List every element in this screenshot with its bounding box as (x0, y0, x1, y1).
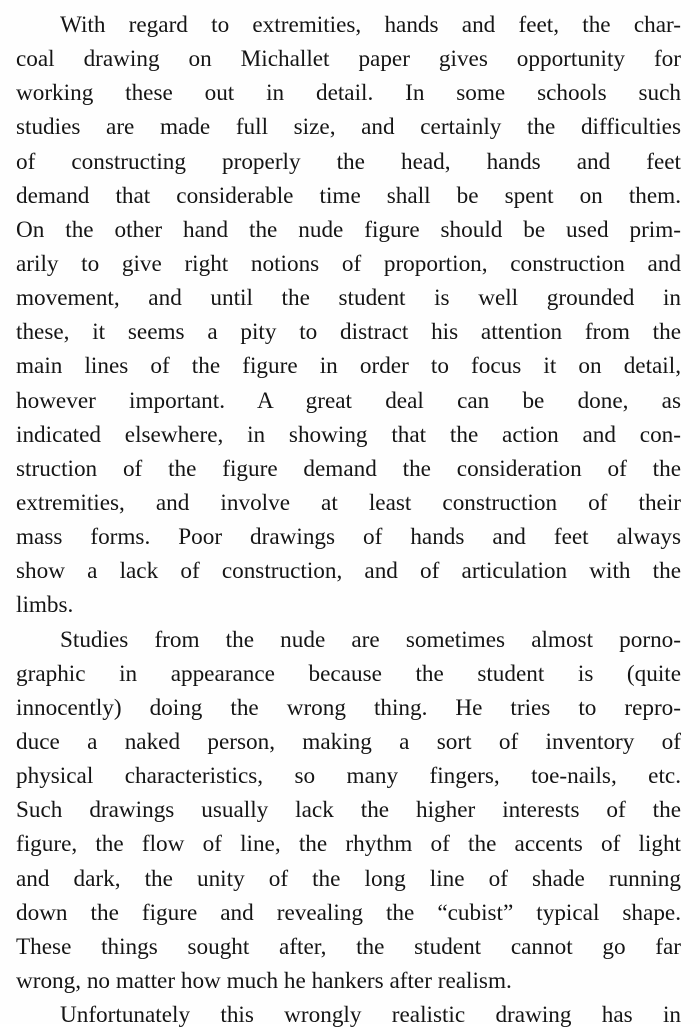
text-line: graphic in appearance because the student is (quite (16, 660, 681, 687)
text-line: innocently) doing the wrong thing. He tries to repro- (16, 694, 681, 721)
text-line: working these out in detail. In some schools such (16, 80, 681, 107)
text-line: and dark, the unity of the long line of shade running (16, 865, 681, 892)
text-line: Unfortunately this wrongly realistic drawing has in (60, 1002, 681, 1029)
text-line: however important. A great deal can be done, as (16, 387, 681, 414)
text-line: arily to give right notions of proportion, construction and (16, 250, 681, 277)
text-line: show a lack of construction, and of articulation with the (16, 558, 681, 585)
text-line: On the other hand the nude figure should be used prim- (16, 216, 681, 243)
text-line: figure, the flow of line, the rhythm of the accents of light (16, 831, 681, 858)
text-line: demand that considerable time shall be spent on them. (16, 182, 681, 209)
text-line: duce a naked person, making a sort of inventory of (16, 728, 681, 755)
text-line: of constructing properly the head, hands and feet (16, 148, 681, 175)
text-line: studies are made full size, and certainly the difficulties (16, 114, 681, 141)
text-line: down the figure and revealing the “cubist” typical shape. (16, 899, 681, 926)
text-line: limbs. (16, 592, 74, 619)
text-line: Studies from the nude are sometimes almost porno- (60, 626, 681, 653)
text-line: struction of the figure demand the consideration of the (16, 455, 681, 482)
text-line: wrong, no matter how much he hankers after realism. (16, 967, 512, 994)
text-line: mass forms. Poor drawings of hands and feet always (16, 524, 681, 551)
text-line: coal drawing on Michallet paper gives opportunity for (16, 46, 681, 73)
text-line: extremities, and involve at least construction of their (16, 489, 681, 516)
text-line: main lines of the figure in order to focus it on detail, (16, 353, 681, 380)
text-line: movement, and until the student is well grounded in (16, 285, 681, 312)
text-line: With regard to extremities, hands and feet, the char- (60, 12, 681, 38)
text-line: physical characteristics, so many fingers, toe-nails, etc. (16, 763, 681, 790)
paragraph-extremities (16, 8, 681, 623)
paragraph-realistic-drawing (16, 998, 681, 1032)
text-line: these, it seems a pity to distract his attention from the (16, 319, 681, 346)
body-text (16, 8, 681, 1032)
text-line: These things sought after, the student cannot go far (16, 933, 681, 960)
paragraph-nude-studies (16, 623, 681, 999)
text-line: indicated elsewhere, in showing that the action and con- (16, 421, 681, 448)
text-line: Such drawings usually lack the higher interests of the (16, 797, 681, 824)
